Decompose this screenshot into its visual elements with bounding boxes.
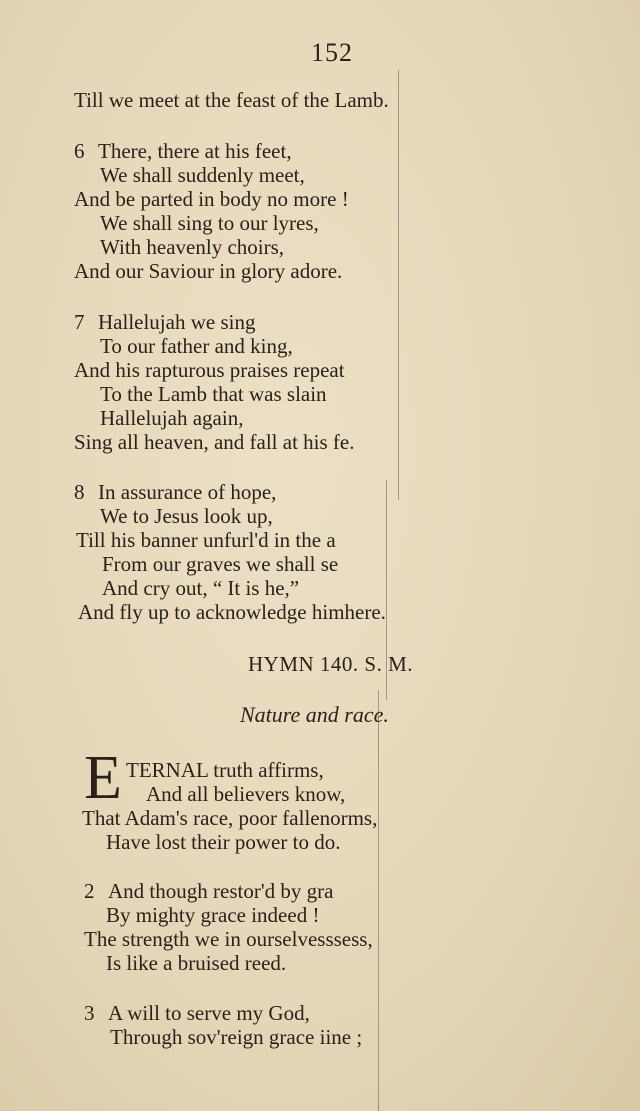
verse-line: Have lost their power to do. bbox=[106, 830, 341, 854]
verse-line: 2 And though restor'd by gra bbox=[84, 879, 334, 903]
verse-line: Sing all heaven, and fall at his fe. bbox=[74, 430, 355, 454]
continued-line: Till we meet at the feast of the Lamb. bbox=[74, 88, 389, 112]
verse-line: By mighty grace indeed ! bbox=[106, 903, 320, 927]
hymn-subtitle: Nature and race. bbox=[240, 702, 389, 727]
verse-line: Hallelujah again, bbox=[100, 406, 244, 430]
verse-line: We to Jesus look up, bbox=[100, 504, 273, 528]
verse-line: And all believers know, bbox=[146, 782, 346, 806]
verse-number: 6 bbox=[74, 139, 85, 163]
page-crease bbox=[378, 690, 379, 1111]
verse-line: 3 A will to serve my God, bbox=[84, 1001, 310, 1025]
page-number: 152 bbox=[311, 38, 353, 67]
page-crease bbox=[398, 70, 399, 500]
verse-number: 2 bbox=[84, 879, 95, 903]
verse-number: 7 bbox=[74, 310, 85, 334]
verse-line: From our graves we shall se bbox=[102, 552, 339, 576]
verse-line: And cry out, “ It is he,” bbox=[102, 576, 300, 600]
verse-line: To the Lamb that was slain bbox=[100, 382, 327, 406]
verse-line: TERNAL truth affirms, bbox=[126, 758, 324, 782]
verse-line: With heavenly choirs, bbox=[100, 235, 285, 259]
drop-cap: E bbox=[84, 744, 122, 812]
verse-line: We shall sing to our lyres, bbox=[100, 211, 319, 235]
verse-line: That Adam's race, poor fallenorms, bbox=[82, 806, 378, 830]
verse-line: And fly up to acknowledge himhere. bbox=[78, 600, 386, 624]
verse-line: We shall suddenly meet, bbox=[100, 163, 305, 187]
verse-line: The strength we in ourselvesssess, bbox=[84, 927, 373, 951]
verse-line: Is like a bruised reed. bbox=[106, 951, 287, 975]
verse-line: Through sov'reign grace iine ; bbox=[110, 1025, 363, 1049]
verse-line: 7 Hallelujah we sing bbox=[74, 310, 256, 334]
verse-line: And our Saviour in glory adore. bbox=[74, 259, 343, 283]
verse-number: 3 bbox=[84, 1001, 95, 1025]
verse-line: Till his banner unfurl'd in the a bbox=[76, 528, 336, 552]
verse-line: And his rapturous praises repeat bbox=[74, 358, 345, 382]
hymn-heading: HYMN 140. S. M. bbox=[248, 652, 414, 676]
verse-line: To our father and king, bbox=[100, 334, 293, 358]
verse-line: 8 In assurance of hope, bbox=[74, 480, 277, 504]
verse-line: And be parted in body no more ! bbox=[74, 187, 349, 211]
verse-number: 8 bbox=[74, 480, 85, 504]
verse-line: 6 There, there at his feet, bbox=[74, 139, 292, 163]
